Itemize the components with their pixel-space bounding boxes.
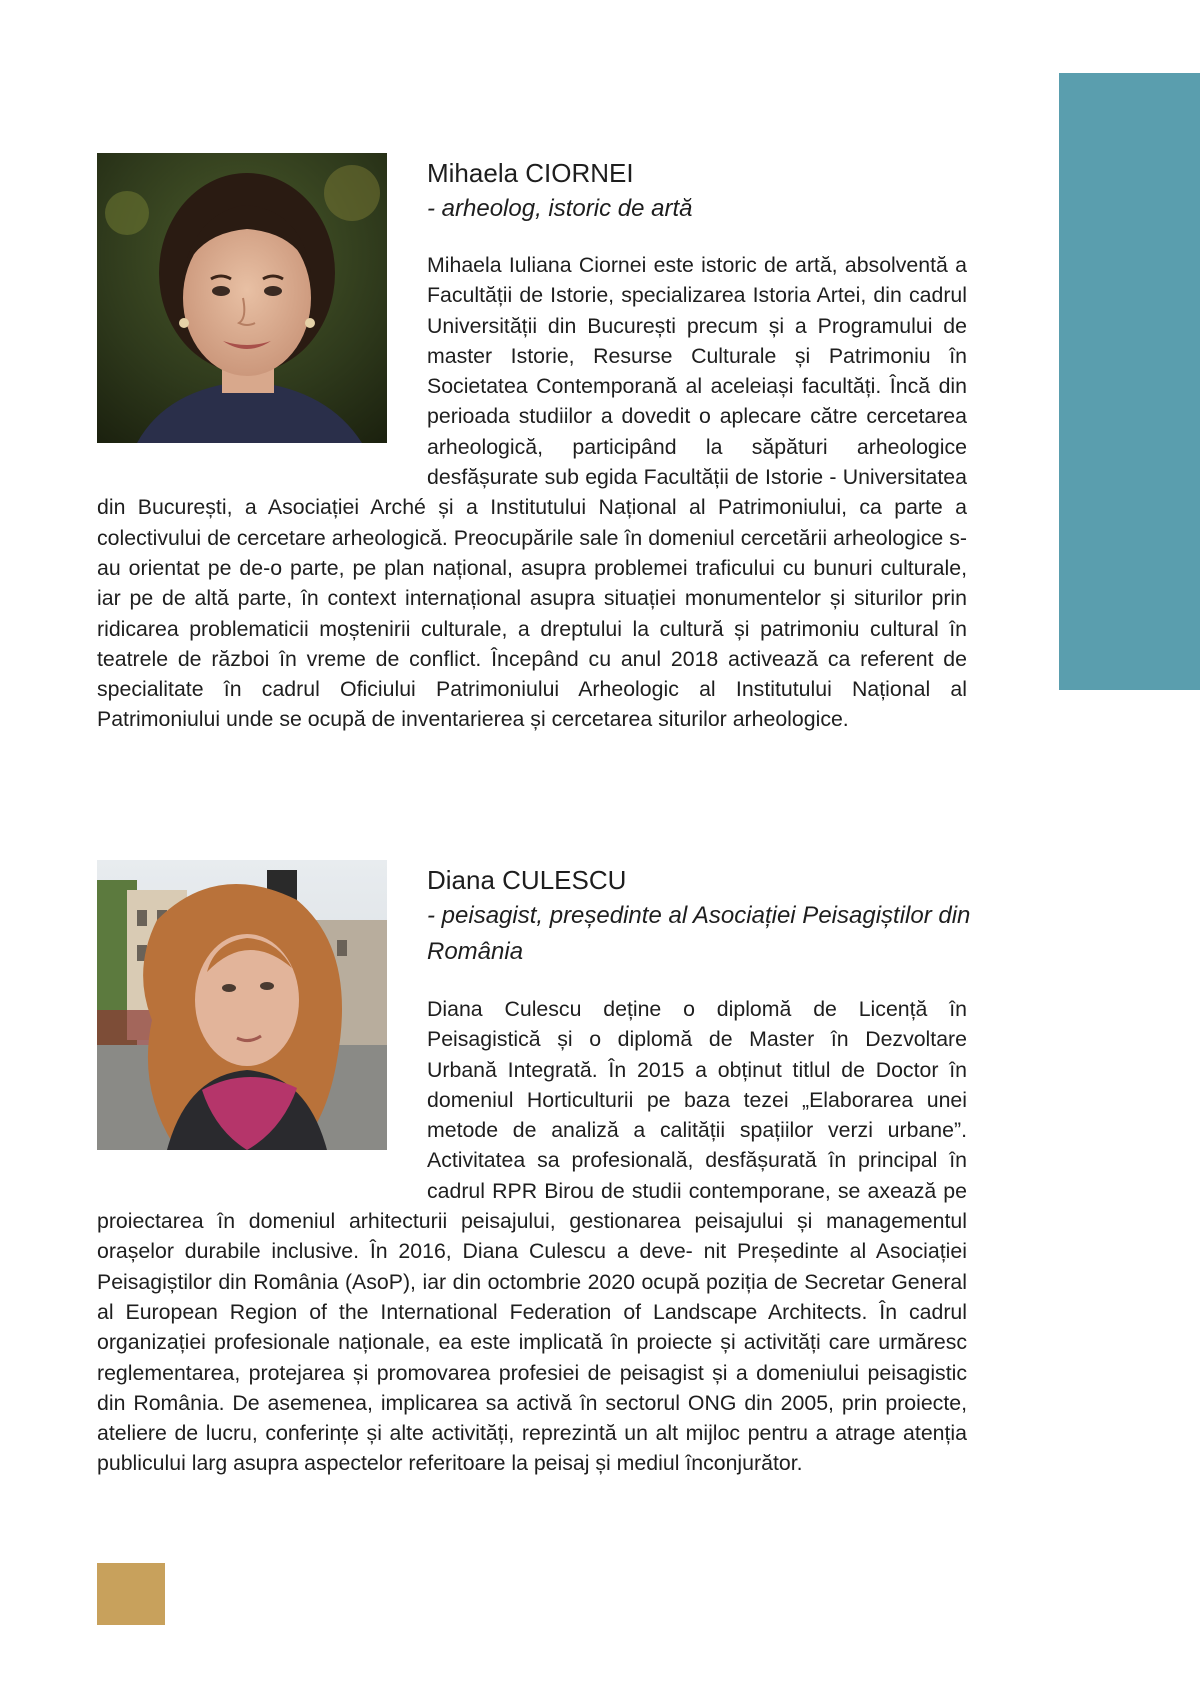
profile-role: - peisagist, președinte al Asociației Peisagiștilor din România (427, 902, 971, 965)
teal-accent-bar (1059, 73, 1200, 690)
profile-bio (97, 250, 967, 735)
profile-bio-text: Diana Culescu deține o diplomă de Licență în Peisagistică și o diplomă de Master în Dezvoltare Urbană Integrată. În 2015 a obținut titlul de Doctor în domeniul Horticulturii pe baza tezei „Elaborarea unei metode de analiză a calității spațiilor verzi urbane”. Activitatea sa profesională, desfășurată în principal în cadrul RPR Birou de studii contemporane, se axează pe proiectarea în domeniul arhitecturii peisajului, gestionarea peisajului și managementul orașelor durabile inclusive. În 2016, Diana Culescu a deve- nit Președinte al Asociației Peisagiștilor din România (AsoP), iar din octombrie 2020 ocupă poziția de Secretar General al European Region of the International Federation of Landscape Architects. În cadrul organizației profesionale naționale, ea este implicată în proiecte și activități care urmăresc reglementarea, protejarea și promovarea profesiei de peisagist și a domeniului peisagistic din România. De asemenea, implicarea sa activă în sectorul ONG din 2005, prin proiecte, ateliere de lucru, conferințe și alte activități, reprezintă un alt mijloc pentru a atrage atenția publicului larg asupra aspectelor referitoare la peisaj și mediul înconjurător. (97, 997, 967, 1476)
profile-role: - arheolog, istoric de artă (427, 195, 693, 222)
profile-bio (97, 994, 967, 1479)
profile-name: Diana CULESCU (427, 865, 627, 895)
gold-accent-square (97, 1563, 165, 1625)
profile-name: Mihaela CIORNEI (427, 158, 634, 188)
profile-bio-text: Mihaela Iuliana Ciornei este istoric de artă, absolventă a Facultății de Istorie, specializarea Istoria Artei, din cadrul Universității din București precum și a Programului de master Istorie, Resurse Culturale și Patrimoniu în Societatea Contemporană al aceleiași facultăți. Încă din perioada studiilor a dovedit o aplecare către cercetarea arheologică, participând la săpături arheologice desfășurate sub egida Facultății de Istorie - Universitatea din București, a Asociației Arché și a Institutului Național al Patrimoniului, ca parte a colectivului de cercetare arheologică. Preocupările sale în domeniul cercetării arheologice s-au orientat pe de-o parte, pe plan național, asupra problemei traficului cu bunuri culturale, iar pe de altă parte, în context internațional asupra situației monumentelor și siturilor prin ridicarea problematicii moștenirii culturale, a dreptului la cultură și patrimoniu cultural în teatrele de război în vreme de conflict. Începând cu anul 2018 activează ca referent de specialitate în cadrul Oficiului Patrimoniului Arheologic al Institutului Național al Patrimoniului unde se ocupă de inventarierea și cercetarea siturilor arheologice. (97, 253, 967, 732)
